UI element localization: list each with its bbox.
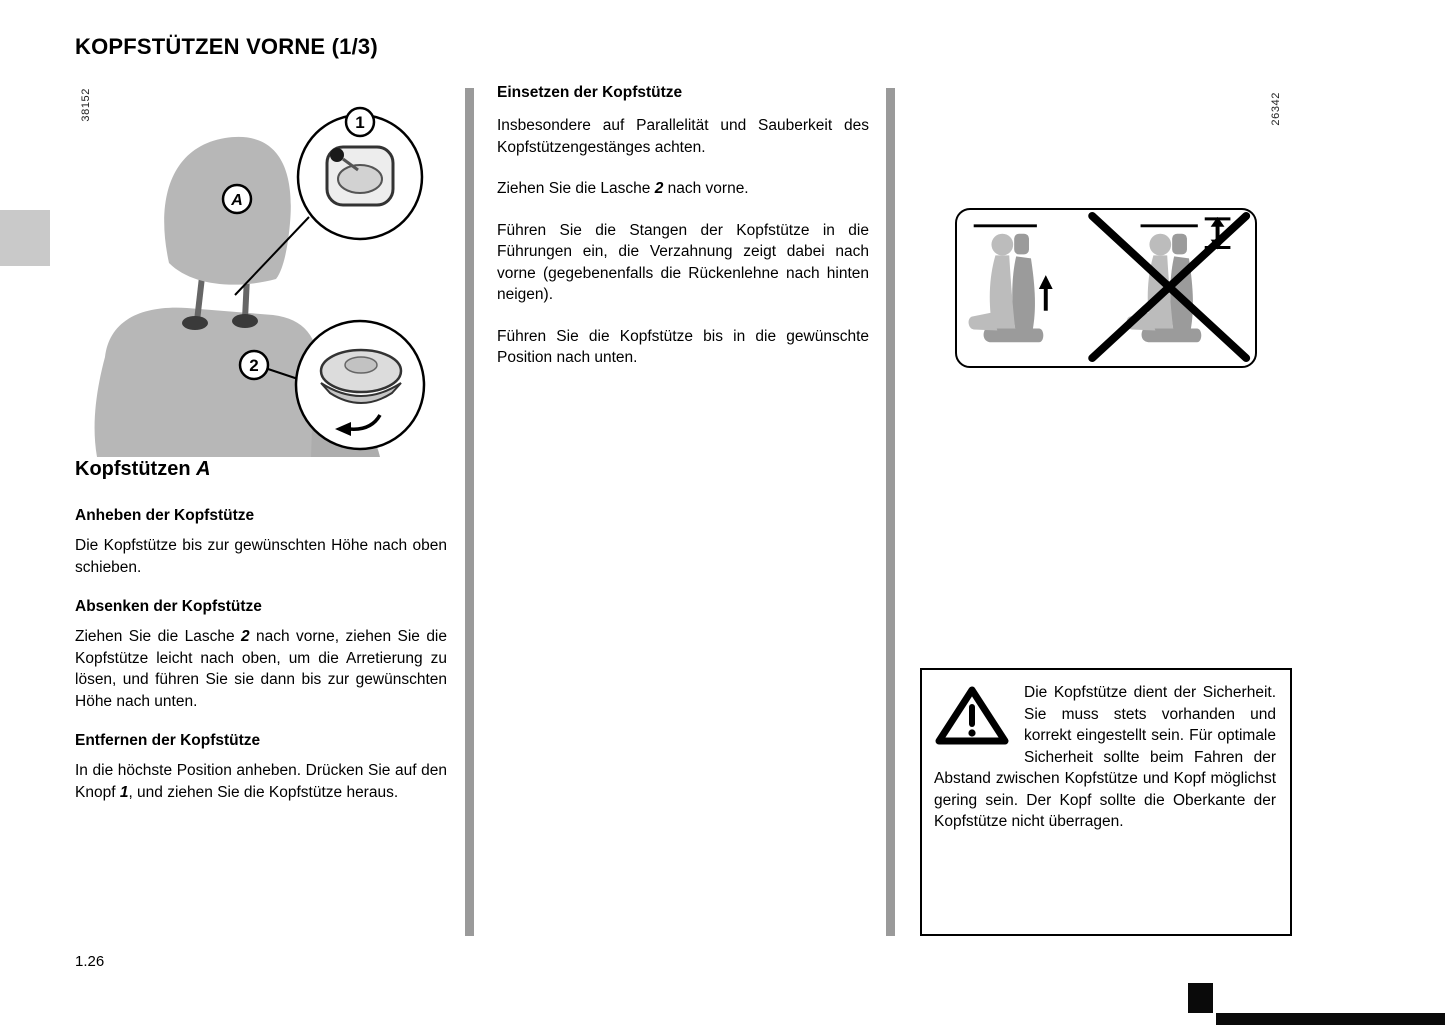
correct-posture-figure — [969, 226, 1053, 343]
paragraph-einsetzen-1: Insbesondere auf Parallelität und Sauberkeit des Kopfstützengestänges achten. — [497, 117, 869, 156]
section-heading-variant: A — [196, 458, 211, 480]
section-heading-text: Kopfstützen — [75, 458, 197, 480]
lever-top — [345, 357, 377, 373]
callout-number-2: 2 — [249, 356, 259, 375]
release-button — [330, 148, 344, 162]
button-number-ref: 1 — [119, 783, 129, 801]
seat-back — [95, 308, 319, 457]
warning-triangle-icon — [934, 684, 1010, 748]
paragraph-entfernen-part1: In die höchste Position anheben. Drücken Sie auf den Knopf — [75, 762, 447, 801]
section-heading — [75, 458, 447, 481]
bottom-black-bar — [1216, 1013, 1445, 1025]
heading-einsetzen: Einsetzen der Kopfstütze — [497, 84, 683, 101]
paragraph-absenken — [75, 626, 447, 712]
label-a-text: A — [231, 192, 243, 209]
safety-warning-box — [920, 668, 1292, 936]
paragraph-absenken-part1: Ziehen Sie die Lasche — [75, 628, 241, 645]
position-illustration — [955, 208, 1257, 368]
column-divider-right — [886, 88, 895, 936]
headrest-illustration-svg — [75, 95, 460, 457]
paragraph-einsetzen-2-part1: Ziehen Sie die Lasche — [497, 180, 655, 197]
heading-anheben: Anheben der Kopfstütze — [75, 507, 255, 524]
paragraph-einsetzen-3: Führen Sie die Stangen der Kopfstütze in die Führungen ein, die Verzahnung zeigt dabei nach vorne (gegebenenfalls die Rückenlehne nach hinten neigen). — [497, 221, 869, 303]
paragraph-entfernen-part2: , und ziehen Sie die Kopfstütze heraus. — [128, 783, 399, 801]
heading-absenken: Absenken der Kopfstütze — [75, 598, 262, 615]
paragraph-einsetzen-2-part2: nach vorne. — [663, 180, 749, 197]
post-guide-left — [182, 316, 208, 330]
position-illustration-svg — [957, 210, 1255, 366]
page-edge-marker — [1188, 983, 1213, 1013]
callout-number-1: 1 — [355, 113, 365, 132]
page-number: 1.26 — [75, 953, 105, 970]
paragraph-anheben: Die Kopfstütze bis zur gewünschten Höhe nach oben schieben. — [75, 537, 447, 576]
lever-number-ref-2: 2 — [654, 180, 664, 197]
paragraph-entfernen — [75, 760, 447, 803]
page-title: KOPFSTÜTZEN VORNE (1/3) — [75, 34, 378, 59]
column-divider-left — [465, 88, 474, 936]
section-tab-marker — [0, 210, 50, 266]
middle-column — [497, 84, 869, 389]
paragraph-einsetzen-4: Führen Sie die Kopfstütze bis in die gewünschte Position nach unten. — [497, 327, 869, 366]
figure-reference-right: 26342 — [1270, 92, 1282, 126]
lever-number-ref: 2 — [241, 628, 250, 645]
safety-warning-text: Die Kopfstütze dient der Sicherheit. Sie muss stets vorhanden und korrekt eingestellt sein. Für optimale Sicherheit sollte beim Fahren der Abstand zwischen Kopfstütze und Kopf möglichst gering sein. Der Kopf sollte die Oberkante der Kopfstütze nicht überragen. — [934, 684, 1276, 830]
figure-reference-left: 38152 — [80, 88, 92, 122]
guide-detail-hole — [338, 165, 382, 193]
paragraph-einsetzen-2 — [497, 178, 869, 200]
heading-entfernen: Entfernen der Kopfstütze — [75, 732, 261, 749]
headrest-illustration — [75, 95, 460, 457]
post-guide-right — [232, 314, 258, 328]
paragraph-absenken-part2: nach vorne, ziehen Sie die Kopfstütze leicht nach oben, um die Arretierung zu lösen, und führen Sie sie dann bis zur gewünschten Höhe nach unten. — [75, 628, 447, 710]
left-column — [75, 458, 447, 823]
